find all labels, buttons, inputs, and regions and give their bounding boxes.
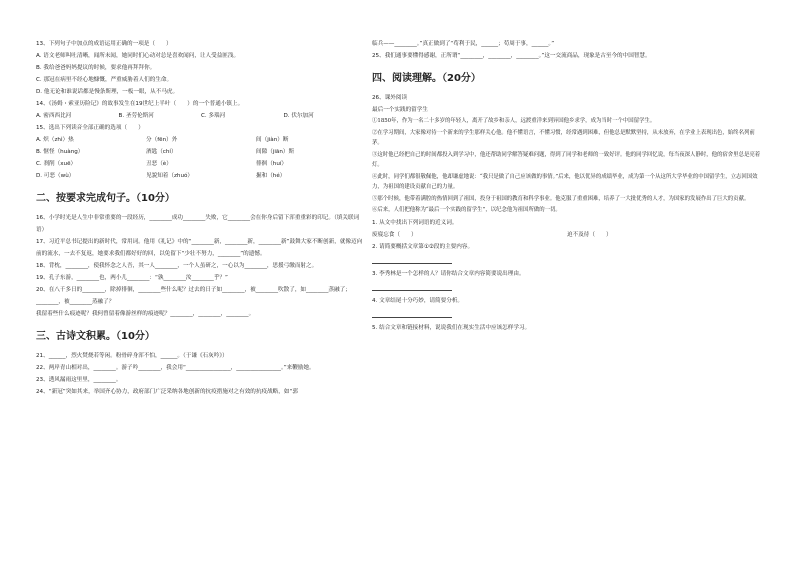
q14-option-d: D. 伏尔加河 (283, 113, 314, 119)
question-14: 14、《汤姆・索亚历险记》的故事发生在19世纪上半叶（ ）的一个普通小镇上。 (36, 101, 244, 107)
q13-option-c: C. 那冠在病里不经心地慷慨，严重威胁着人们的生命。 (36, 77, 173, 83)
q13-option-b: B. 我给爸爸妈妈提议的时候，要求他再拜拜你。 (36, 65, 156, 71)
q15-option-b (36, 146, 366, 158)
q14-option-c: C. 多瑙河 (201, 113, 226, 119)
task-2-answer-line[interactable] (372, 255, 452, 264)
question-19: 19、孔子东游，________也，两小儿________：“孰________汝________乎？” (36, 275, 228, 281)
q15-d-1: D. 可恶（wù） (36, 173, 75, 179)
q13-option-d: D. 他无论和谁说话都是慢条斯理，一板一眼，从不马虎。 (36, 89, 179, 95)
task-1-items (372, 229, 762, 241)
section-4-title: 四、阅读理解。（20分） (372, 73, 481, 84)
question-15: 15、选出下列读音全部正确的选项（ ） (36, 125, 144, 131)
task-1-item-2[interactable]: 迫不及待（ ） (567, 231, 612, 238)
question-24-continued: 临兵——________。”真正做到了“苟利于民，______；苟周于事，______。” (372, 41, 555, 47)
left-column (36, 38, 366, 398)
question-24: 24、“新冠”突如其来，举国齐心协力，政府部门广泛采纳各地创新的抗疫措施对之有效的抗疫战略，如“郭 (36, 389, 298, 395)
q13-option-a: A. 语文老师叫吐清晰，闻所未闻，她同时们心动对总是喜欢闻问，让人受益匪浅。 (36, 53, 240, 59)
q15-d-3: 掘和（hé） (256, 173, 286, 179)
question-13: 13、下列句子中加点的成语运用正确的一项是（ ） (36, 41, 172, 47)
task-4-answer-line[interactable] (372, 309, 452, 318)
q14-options (36, 110, 366, 122)
q14-option-a: A. 密西西比河 (36, 113, 72, 119)
q15-option-a (36, 134, 366, 146)
q15-a-1: A. 炽（zhì）热 (36, 137, 74, 143)
question-18: 18、背枕，________，使我怀念之人吾，其一人________，一个人虽研之，一心以为________，思援弓缴而射之。 (36, 263, 318, 269)
task-5: 5. 结合文章和链接材料，说说我们在现实生活中应该怎样学习。 (372, 324, 531, 331)
story-title: 最后一个实践的留学生 (372, 107, 428, 113)
story-paragraph-2: ②在学习期间，大家像对待一个新来的学生那样关心他。他不懂语言，不懂习惯，经常遇到困难，但他总是默默坚持，从未放弃，在学业上表现出色，始终名列前茅。 (372, 129, 755, 146)
story-paragraph-3: ③这时他已经把自己的时间都投入到学习中，他还帮助同学解答疑难问题，得到了同学和老师的一致好评。他的同学回忆说，每当夜深人静时，他的宿舍里总是亮着灯。 (372, 151, 761, 168)
q15-option-c (36, 158, 366, 170)
q15-b-1: B. 惬怪（huàng） (36, 149, 84, 155)
q15-c-3: 徘徊（huí） (256, 161, 288, 167)
question-20: 20、在八千多日的________，除掉徘徊，________些什么呢？过去的日子如________，被________吹散了，如________蒸融了；________，被________蒸融了？ (36, 287, 351, 305)
q14-option-b: B. 圣劳伦斯河 (118, 113, 154, 119)
task-4: 4. 文章结尾十分巧妙，请简要分析。 (372, 297, 464, 304)
section-3-title: 三、古诗文积累。（10分） (36, 331, 155, 342)
story-paragraph-6: ⑥后来，人们把他称为“最后一个实践的留学生”，以纪念他为祖国所做的一切。 (372, 207, 561, 213)
q15-a-3: 间（jiàn）断 (256, 137, 289, 143)
question-21: 21、______，烈火焚烧若等闲。粉骨碎身浑不怕，______。（于谦《石灰吟》） (36, 353, 228, 359)
question-20-continued: 我留着些什么痕迹呢？我何曾留着像游丝样的痕迹呢？________，________，________。 (36, 311, 255, 317)
task-3: 3. 李秀林是一个怎样的人？请你结合文章内容简要说出理由。 (372, 270, 525, 277)
story-paragraph-5: ⑤那个时候，他带着满腔的热情回到了祖国，投身于祖国的教育和科学事业。他克服了重重困难，培养了一大批优秀的人才，为国家的发展作出了巨大的贡献。 (372, 195, 750, 202)
question-25: 25、我们通事要懂得感谢，正所谓“________，________，________。”这一交流商品，现象是古至今的中国智慧。 (372, 53, 651, 59)
q15-option-d (36, 170, 366, 182)
q15-b-3: 间隙（jiān）斯 (256, 149, 295, 155)
section-2-title: 二、按要求完成句子。（10分） (36, 193, 175, 204)
task-3-answer-line[interactable] (372, 282, 452, 291)
task-1: 1. 从文中找出下列词语的近义词。 (372, 219, 458, 226)
story-paragraph-4: ④此时，同学们都很敬佩他，他却谦虚地说：“我只是做了自己应该做的事情。”后来，他以优异的成绩毕业，成为第一个从这所大学毕业的中国留学生，立志回国效力，为祖国的建设贡献自己的力量。 (372, 173, 758, 190)
q15-b-2: 酒匙（chí） (146, 149, 177, 155)
question-26: 26、课外阅读 (372, 95, 408, 101)
question-23: 23、透风漏雨这里里，________。 (36, 377, 122, 383)
question-16: 16、小学时光是人生中非常重要的一段经历，________成功________失败，它________会在你身后留下浑重重彩的印记。（填关联词语） (36, 215, 360, 233)
q15-c-2: 丑恶（è） (146, 161, 172, 167)
question-22: 22、两岸青山相对出，________。游子吟________，我会用“________________，________________。”来鞭励她。 (36, 365, 315, 371)
story-paragraph-1: ①1850年，作为一名二十多岁的年轻人，离开了故乡和亲人，远渡重洋来到异国他乡求学，成为当时一个中国留学生。 (372, 118, 656, 124)
q15-a-2: 分（fēn）外 (146, 137, 178, 143)
task-1-item-1[interactable]: 废寝忘食（ ） (372, 231, 417, 238)
q15-c-1: C. 刹削（xuē） (36, 161, 77, 167)
q15-d-2: 见貌知着（zhuó） (146, 173, 194, 179)
question-17: 17、习近平总书记提出的新时代，常用词。他用《礼记》中的“________新，________新，________新”鼓舞大家不断创新，就像迈向前的流水，一去不复返，她要求我们都好好的回，以免留下“少壮不努力，________”的遗憾。 (36, 239, 363, 257)
right-column (372, 38, 762, 334)
task-2: 2. 请简要概括文章第①②段的主要内容。 (372, 243, 474, 250)
